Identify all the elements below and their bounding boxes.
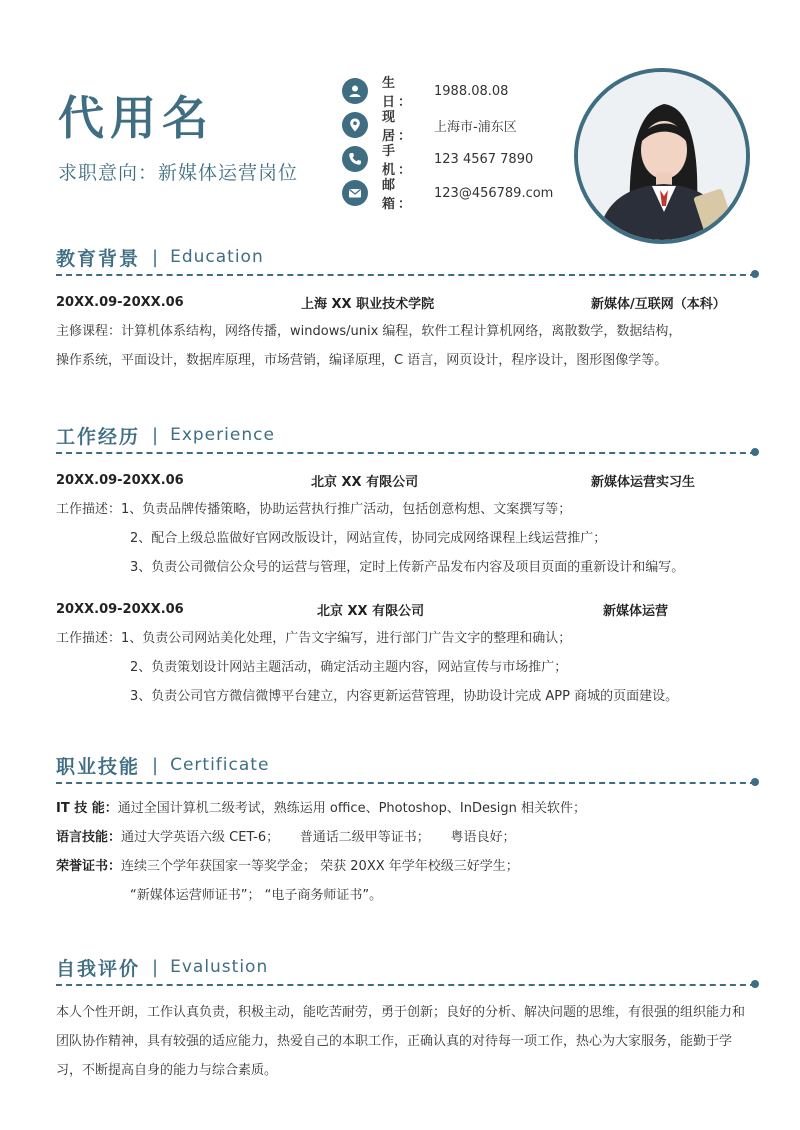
section-header [56,750,756,780]
section-title-en: Evalustion [170,957,269,977]
job-entry [56,466,756,582]
section-title: 工作经历 [56,425,141,448]
job-desc-label: 工作描述： [56,631,122,646]
info-phone [342,142,553,176]
skill-text: 通过大学英语六级 CET-6； 普通话二级甲等证书； 粤语良好； [121,830,516,845]
skill-text: 连续三个学年获国家一等奖学金； 荣获 20XX 年学年校级三好学生； [121,859,519,874]
skill-honor [56,852,756,881]
personal-info [342,74,553,210]
job-desc-item: 1、负责品牌传播策略，协助运营执行推广活动，包括创意构想、文案撰写等； [121,502,572,517]
job-company: 北京 XX 有限公司 [311,475,419,490]
entry-date: 20XX.09-20XX.06 [56,295,184,310]
job-desc-item: 3、负责公司微信公众号的运营与管理，定时上传新产品发布内容及项目页面的重新设计和编写。 [130,560,685,575]
evaluation-section [56,952,756,1085]
job-intent: 求职意向：新媒体运营岗位 [58,162,299,184]
job-position: 新媒体运营实习生 [591,475,696,490]
section-title: 教育背景 [56,247,141,270]
job-desc-line [56,495,756,524]
skill-label: 语言技能： [56,830,122,845]
job-date: 20XX.09-20XX.06 [56,602,184,617]
job-entry [56,595,756,711]
job-desc-item: 1、负责公司网站美化处理，广告文字编写，进行部门广告文字的整理和确认； [121,631,572,646]
phone-icon [342,146,368,172]
info-email [342,176,553,210]
section-title-en: Certificate [170,755,270,775]
job-header [56,466,756,495]
divider-dot [751,270,759,278]
divider-dot [751,448,759,456]
job-position: 新媒体运营 [603,604,669,619]
skill-text: 通过全国计算机二级考试，熟练运用 office、Photoshop、InDesign 相关软件； [117,801,586,816]
info-label: 手 机： [382,144,415,178]
info-label: 生 日： [382,76,415,110]
mail-icon [342,180,368,206]
section-header [56,952,756,982]
job-desc-label: 工作描述： [56,502,122,517]
experience-section [56,420,756,711]
skill-it [56,794,756,823]
info-value: 1988.08.08 [434,83,509,99]
section-header [56,242,756,272]
section-divider [56,452,756,456]
section-title: 职业技能 [56,755,141,778]
divider-dot [751,980,759,988]
entry-school: 上海 XX 职业技术学院 [301,297,435,312]
education-section [56,242,756,375]
info-residence [342,108,553,142]
job-date: 20XX.09-20XX.06 [56,473,184,488]
job-desc-item: 2、配合上级总监做好官网改版设计，网站宣传，协同完成网络课程上线运营推广； [130,531,607,546]
section-separator: | [152,424,159,446]
evaluation-text: 本人个性开朗，工作认真负责，积极主动，能吃苦耐劳，勇于创新；良好的分析、解决问题的思维，有很强的组织能力和团队协作精神，具有较强的适应能力，热爱自己的本职工作，正确认真的对待每一项工作，热心为大家服务，能勤于学习，不断提高自身的能力与综合素质。 [56,1005,746,1078]
section-separator: | [152,956,159,978]
section-divider [56,782,756,786]
info-value: 上海市-浦东区 [434,119,517,135]
courses-line: 操作系统，平面设计，数据库原理，市场营销，编译原理，C 语言，网页设计，程序设计，图形图像学等。 [56,353,668,368]
job-company: 北京 XX 有限公司 [317,604,425,619]
info-label: 邮 箱： [382,178,415,212]
education-entry [56,288,756,317]
skill-label: IT 技 能： [56,801,118,816]
info-value: 123@456789.com [434,185,554,201]
info-value: 123 4567 7890 [434,151,534,167]
section-separator: | [152,754,159,776]
location-icon [342,112,368,138]
job-desc-item: 3、负责公司官方微信微博平台建立，内容更新运营管理，协助设计完成 APP 商城的页面建设。 [130,689,679,704]
section-header [56,420,756,450]
courses-line: 主修课程：计算机体系结构，网络传播，windows/unix 编程，软件工程计算机网络，离散数学，数据结构， [56,324,682,339]
section-title: 自我评价 [56,957,141,980]
job-desc-item: 2、负责策划设计网站主题活动，确定活动主题内容，网站宣传与市场推广； [130,660,568,675]
profile-photo [574,68,750,244]
section-separator: | [152,246,159,268]
job-header [56,595,756,624]
skill-label: 荣誉证书： [56,859,122,874]
skill-honor-cont: “新媒体运营师证书”； “电子商务师证书”。 [130,888,383,903]
skills-section [56,750,756,910]
skill-language [56,823,756,852]
divider-dot [751,778,759,786]
candidate-name: 代用名 [58,91,214,145]
section-divider [56,274,756,278]
section-title-en: Education [170,247,264,267]
person-icon [342,78,368,104]
section-title-en: Experience [170,425,275,445]
info-birthday [342,74,553,108]
info-label: 现 居： [382,110,415,144]
job-desc-line [56,624,756,653]
entry-major: 新媒体/互联网（本科） [591,297,726,312]
section-divider [56,984,756,988]
